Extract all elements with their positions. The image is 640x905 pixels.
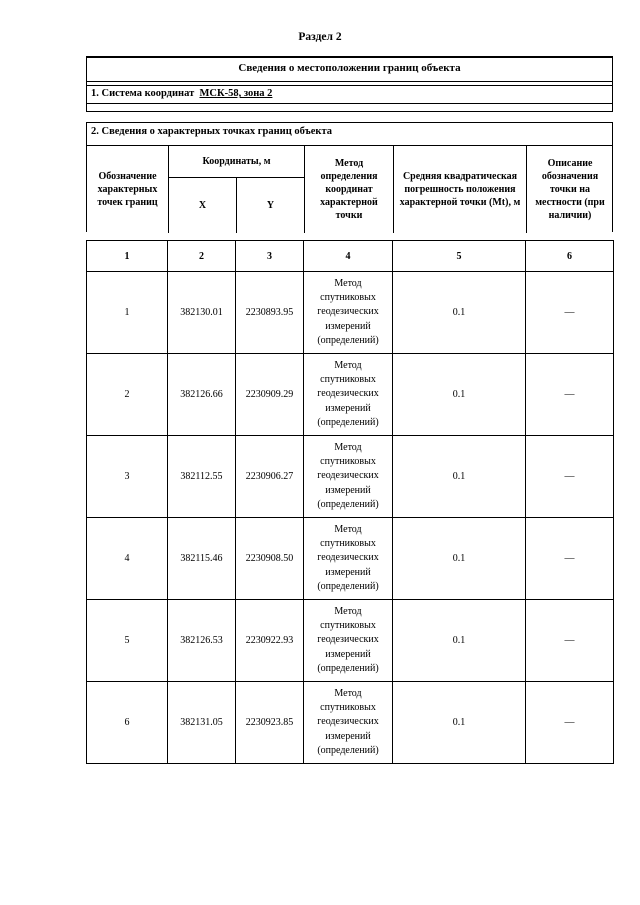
- header-accuracy: Средняя квадратическая погрешность положения характерной точки (Mt), м: [399, 170, 521, 208]
- method-line: Метод: [334, 359, 362, 371]
- method-line: Метод: [334, 441, 362, 453]
- method-line: Метод: [334, 523, 362, 535]
- description-cell: —: [526, 600, 614, 682]
- header-divider: [304, 145, 305, 233]
- method-line: спутниковых: [320, 456, 376, 468]
- method-line: спутниковых: [320, 292, 376, 304]
- method-line: геодезических: [317, 306, 379, 318]
- location-block: [86, 56, 613, 86]
- description-cell: —: [526, 354, 614, 436]
- method-line: геодезических: [317, 388, 379, 400]
- coord-system-label: 1. Система координат: [91, 88, 195, 99]
- description-cell: —: [526, 436, 614, 518]
- y-cell: 2230893.95: [236, 272, 304, 354]
- accuracy-cell: 0.1: [393, 272, 526, 354]
- method-line: измерений: [325, 566, 371, 578]
- header-y: Y: [266, 200, 275, 211]
- y-cell: 2230923.85: [236, 682, 304, 764]
- x-cell: 382115.46: [168, 518, 236, 600]
- points-section-title: 2. Сведения о характерных точках границ объекта: [87, 123, 612, 146]
- method-cell: [304, 272, 393, 354]
- method-cell: [304, 354, 393, 436]
- method-cell: [304, 600, 393, 682]
- y-cell: 2230908.50: [236, 518, 304, 600]
- coord-system-line: [87, 86, 612, 104]
- method-line: геодезических: [317, 634, 379, 646]
- column-number-row: [87, 241, 614, 272]
- coord-system-block: [86, 86, 613, 112]
- column-number: 2: [168, 241, 236, 272]
- point-id-cell: 6: [87, 682, 168, 764]
- table-row: [87, 354, 614, 436]
- point-id-cell: 1: [87, 272, 168, 354]
- accuracy-cell: 0.1: [393, 354, 526, 436]
- description-cell: —: [526, 518, 614, 600]
- x-cell: 382130.01: [168, 272, 236, 354]
- accuracy-cell: 0.1: [393, 436, 526, 518]
- method-cell: [304, 518, 393, 600]
- point-id-cell: 5: [87, 600, 168, 682]
- location-block-title: Сведения о местоположении границ объекта: [87, 58, 612, 82]
- method-line: измерений: [325, 730, 371, 742]
- method-line: (определений): [317, 416, 379, 428]
- x-cell: 382126.53: [168, 600, 236, 682]
- header-description: Описание обозначения точки на местности (при наличии): [535, 157, 605, 221]
- method-line: Метод: [334, 687, 362, 699]
- column-number: 4: [304, 241, 393, 272]
- description-cell: —: [526, 272, 614, 354]
- x-cell: 382126.66: [168, 354, 236, 436]
- x-cell: 382131.05: [168, 682, 236, 764]
- header-divider: [526, 145, 527, 233]
- column-number: 5: [393, 241, 526, 272]
- method-line: измерений: [325, 402, 371, 414]
- point-id-cell: 3: [87, 436, 168, 518]
- method-line: (определений): [317, 662, 379, 674]
- method-line: измерений: [325, 648, 371, 660]
- method-cell: [304, 436, 393, 518]
- method-line: спутниковых: [320, 538, 376, 550]
- table-row: [87, 272, 614, 354]
- header-coordinates: Координаты, м: [202, 155, 271, 167]
- method-line: (определений): [317, 580, 379, 592]
- header-method: Метод определения координат характерной точки: [320, 157, 378, 221]
- header-x: X: [198, 200, 207, 211]
- header-designation: Обозначение характерных точек границ: [97, 170, 158, 208]
- accuracy-cell: 0.1: [393, 600, 526, 682]
- method-line: Метод: [334, 605, 362, 617]
- method-line: спутниковых: [320, 620, 376, 632]
- coord-system-value: МСК-58, зона 2: [199, 88, 273, 99]
- table-row: [87, 518, 614, 600]
- method-line: (определений): [317, 744, 379, 756]
- method-line: спутниковых: [320, 374, 376, 386]
- column-number: 6: [526, 241, 614, 272]
- section-title: Раздел 2: [298, 31, 342, 43]
- method-line: (определений): [317, 498, 379, 510]
- x-cell: 382112.55: [168, 436, 236, 518]
- table-row: [87, 436, 614, 518]
- method-line: геодезических: [317, 716, 379, 728]
- method-line: измерений: [325, 484, 371, 496]
- point-id-cell: 4: [87, 518, 168, 600]
- accuracy-cell: 0.1: [393, 682, 526, 764]
- method-line: Метод: [334, 277, 362, 289]
- column-number: 3: [236, 241, 304, 272]
- y-cell: 2230906.27: [236, 436, 304, 518]
- method-line: (определений): [317, 334, 379, 346]
- method-line: измерений: [325, 320, 371, 332]
- description-cell: —: [526, 682, 614, 764]
- point-id-cell: 2: [87, 354, 168, 436]
- table-row: [87, 682, 614, 764]
- y-cell: 2230909.29: [236, 354, 304, 436]
- points-table: [86, 240, 614, 764]
- accuracy-cell: 0.1: [393, 518, 526, 600]
- points-header-block: [86, 122, 613, 232]
- column-number: 1: [87, 241, 168, 272]
- method-line: спутниковых: [320, 702, 376, 714]
- method-line: геодезических: [317, 470, 379, 482]
- method-cell: [304, 682, 393, 764]
- method-line: геодезических: [317, 552, 379, 564]
- header-divider: [393, 145, 394, 233]
- table-row: [87, 600, 614, 682]
- y-cell: 2230922.93: [236, 600, 304, 682]
